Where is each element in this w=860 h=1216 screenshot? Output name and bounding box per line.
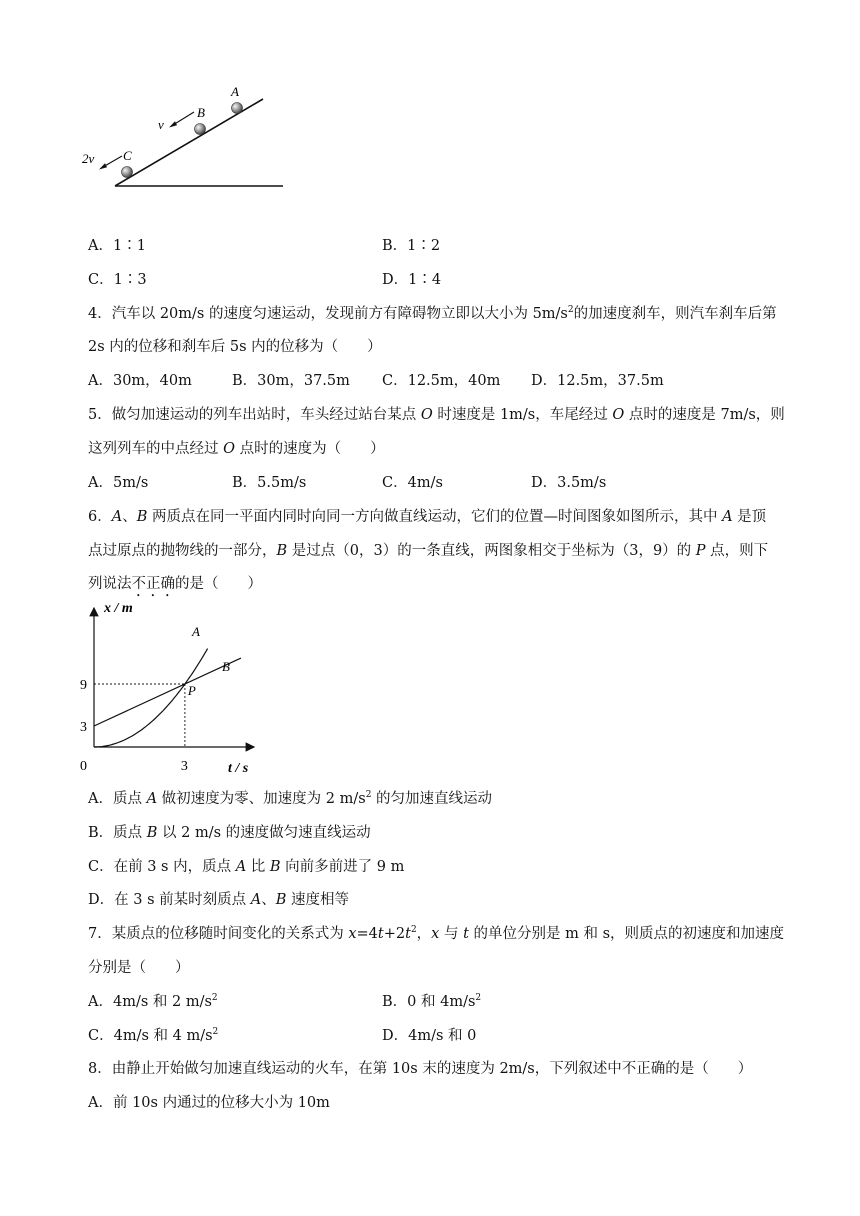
- q4-option-b: B．30m，37.5m: [232, 373, 350, 389]
- q7-stem-line1: 7．某质点的位移随时间变化的关系式为 $x=4t+2t^2$，x 与 t 的单位分别是 m 和 s，则质点的初速度和加速度: [88, 925, 785, 942]
- q6-position-time-graph: [74, 600, 264, 780]
- label-c: C: [123, 148, 132, 163]
- q7-option-b: B．0 和 $4m/s^2$: [382, 993, 482, 1010]
- q4-option-a: A．30m，40m: [88, 373, 192, 389]
- q7-option-c: C．4m/s 和 4 $m/s^2$: [88, 1027, 219, 1044]
- x-axis-label: t / s: [228, 761, 249, 776]
- q3-option-a: A．1∶1: [88, 238, 146, 254]
- emphasis-not-correct: 不正确: [131, 576, 175, 592]
- q3-option-b: B．1∶2: [382, 238, 441, 254]
- ball-c: [122, 167, 133, 178]
- arrow-v-head: [169, 121, 177, 127]
- q4-option-d: D．12.5m，37.5m: [531, 373, 664, 389]
- q3-option-c: C．1∶3: [88, 272, 147, 288]
- q6-option-c: C．在前 3 s 内，质点 A 比 B 向前多前进了 9 m: [88, 859, 405, 875]
- q6-stem-line3: 列说法不正确的是（ ）: [88, 576, 262, 592]
- q6-option-b: B．质点 B 以 2 m/s 的速度做匀速直线运动: [88, 825, 371, 841]
- q6-stem-line1: 6．A、B 两质点在同一平面内同时向同一方向做直线运动，它们的位置—时间图象如图所示，其中 A 是顶: [88, 509, 767, 525]
- q4-stem-line2: 2s 内的位移和刹车后 5s 内的位移为（ ）: [88, 339, 382, 355]
- q4-option-c: C．12.5m，40m: [382, 373, 501, 389]
- q8-stem: 8．由静止开始做匀加速直线运动的火车，在第 10s 末的速度为 2m/s，下列叙述中不正确的是（ ）: [88, 1061, 753, 1077]
- q5-option-c: C．4m/s: [382, 475, 443, 491]
- q7-option-a: A．4m/s 和 2 $m/s^2$: [88, 993, 218, 1010]
- q7-stem-line2: 分别是（ ）: [88, 960, 190, 976]
- q7-option-d: D．4m/s 和 0: [382, 1028, 477, 1044]
- ball-b: [195, 124, 206, 135]
- incline-figure: [78, 84, 298, 194]
- label-v: v: [158, 117, 164, 132]
- q5-option-b: B．5.5m/s: [232, 475, 307, 491]
- label-a: A: [231, 84, 239, 99]
- q5-stem-line1: 5．做匀加速运动的列车出站时，车头经过站台某点 O 时速度是 1m/s，车尾经过 O 点时的速度是 7m/s，则: [88, 407, 785, 423]
- x-tick-3: 3: [180, 759, 188, 774]
- label-2v: 2v: [82, 151, 95, 166]
- q6-option-d: D．在 3 s 前某时刻质点 A、B 速度相等: [88, 892, 349, 908]
- q4-stem-line1: 4．汽车以 20m/s 的速度匀速运动，发现前方有障碍物立即以大小为 $5m/s^2$的加速度刹车，则汽车刹车后第: [88, 305, 777, 322]
- ball-a: [232, 103, 243, 114]
- line-b-label: B: [222, 659, 230, 674]
- y-axis-label: x / m: [104, 601, 133, 616]
- q5-stem-line2: 这列列车的中点经过 O 点时的速度为（ ）: [88, 441, 385, 457]
- line-b: [94, 658, 241, 726]
- point-p-label: P: [187, 683, 196, 698]
- q3-option-d: D．1∶4: [382, 272, 442, 288]
- arrow-2v-head: [99, 163, 107, 169]
- arrow-v-shaft: [173, 112, 194, 125]
- curve-a-label: A: [192, 624, 200, 639]
- q5-option-a: A．5m/s: [88, 475, 149, 491]
- q8-option-a: A．前 10s 内通过的位移大小为 10m: [88, 1095, 330, 1111]
- q6-stem-line2: 点过原点的抛物线的一部分，B 是过点（0，3）的一条直线，两图象相交于坐标为（3，9）的 P 点，则下: [88, 543, 769, 559]
- origin-label: 0: [80, 759, 87, 774]
- y-tick-3: 3: [80, 720, 87, 735]
- q5-option-d: D．3.5m/s: [531, 475, 607, 491]
- q6-option-a: A．质点 A 做初速度为零、加速度为 2 $m/s^2$ 的匀加速直线运动: [88, 790, 493, 807]
- label-b: B: [197, 105, 205, 120]
- y-tick-9: 9: [80, 678, 87, 693]
